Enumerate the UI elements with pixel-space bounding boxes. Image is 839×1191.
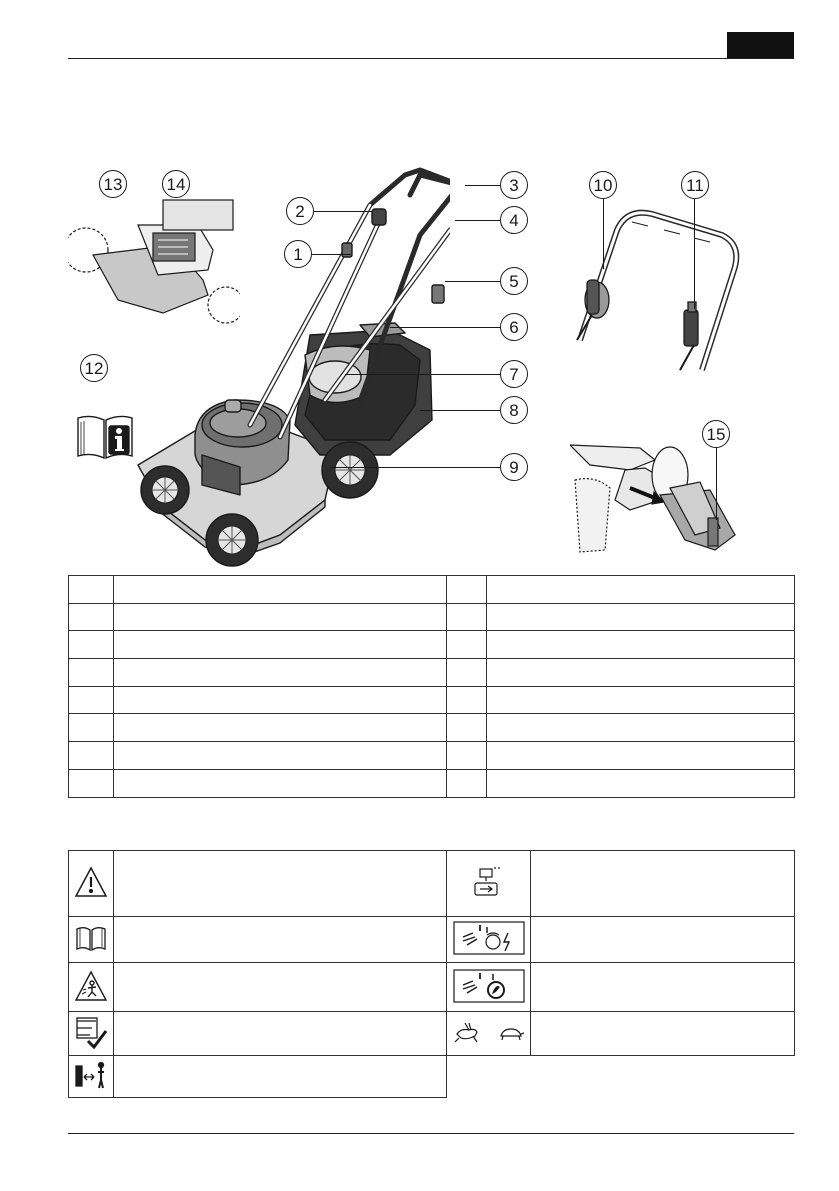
table-row [69,686,795,714]
throttle-start-icon [453,921,525,955]
callout-4: 4 [500,206,528,234]
footer-rule [68,1133,794,1134]
leader-line [445,281,500,282]
leader-line [330,467,500,468]
symbol-description [531,851,795,917]
keep-distance-icon [74,1060,108,1090]
leader-line [312,254,352,255]
callout-15: 15 [702,420,730,448]
callout-7: 7 [500,360,528,388]
leader-line [465,185,500,186]
table-row [69,851,795,917]
table-row [69,714,795,742]
symbol-description [531,1012,795,1056]
speed-hare-tortoise-icon [453,1020,525,1044]
callout-6: 6 [500,313,528,341]
table-row [69,917,795,963]
throttle-stop-icon [453,969,525,1003]
table-row [69,631,795,659]
callout-14: 14 [162,170,190,198]
grass-catcher-icon [472,865,506,899]
callout-10: 10 [589,171,617,199]
rear-flap-detail [68,195,240,325]
leader-line [314,211,372,212]
symbol-description [114,917,447,963]
leader-line [603,199,604,269]
symbol-description [114,851,447,917]
language-tab [727,32,794,58]
leader-line [390,327,500,328]
handle-controls-detail [572,200,744,375]
parts-legend-table [68,575,795,798]
symbol-description [531,963,795,1012]
table-row [69,1056,795,1098]
safety-symbols-table [68,850,795,1098]
symbol-description [114,963,447,1012]
callout-5: 5 [500,267,528,295]
table-row [69,963,795,1012]
leader-line [345,374,500,375]
table-row [69,742,795,770]
leader-line [694,199,695,309]
thrown-objects-warning-icon [74,970,108,1002]
symbol-description [531,917,795,963]
symbol-description [114,1012,447,1056]
callout-1: 1 [284,240,312,268]
manual-book-icon [74,924,108,952]
read-manual-icon [75,412,135,462]
callout-8: 8 [500,396,528,424]
callout-11: 11 [681,171,709,199]
warning-triangle-icon [74,866,108,898]
table-row [69,576,795,604]
symbol-description [114,1056,447,1098]
callout-12: 12 [80,354,108,382]
table-row [69,769,795,797]
mulch-insert-detail [570,440,740,555]
callout-9: 9 [500,453,528,481]
table-row [69,659,795,687]
leader-line [420,410,500,411]
header-rule [68,58,794,59]
table-row [69,603,795,631]
callout-3: 3 [500,171,528,199]
callout-13: 13 [99,170,127,198]
leader-line [455,220,500,221]
leader-line [716,448,717,520]
checklist-icon [74,1015,108,1049]
callout-2: 2 [286,197,314,225]
table-row [69,1012,795,1056]
